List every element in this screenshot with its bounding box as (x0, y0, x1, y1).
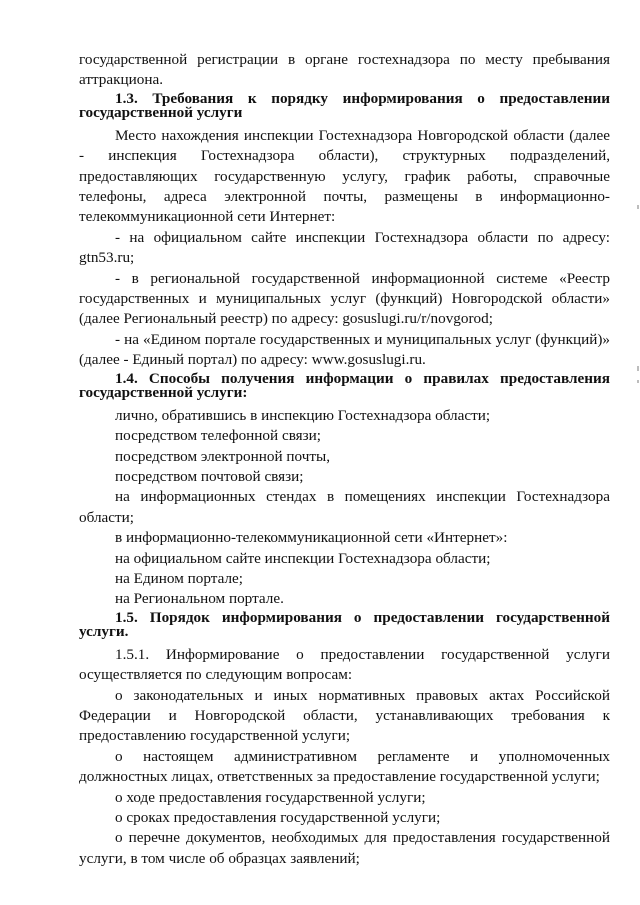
paragraph-location: Место нахождения инспекции Гостехнадзора Новгородской области (далее - инспекция Гостехнадзора области), структурных подразделений, предоставляющих государственную услугу, график работы, справочные телефоны, адреса электронной почты, размещены в информационно-телекоммуникационной сети Интернет: (79, 126, 610, 226)
heading-1-5: 1.5. Порядок информирования о предоставлении государственной услуги. (79, 608, 610, 640)
list-item-regional-portal: на Региональном портале. (115, 590, 284, 608)
list-item-internet: в информационно-телекоммуникационной сети «Интернет»: (115, 529, 508, 547)
paragraph-legislation: о законодательных и иных нормативных правовых актах Российской Федерации и Новгородской области, устанавливающих требования к предоставлению государственной услуги; (79, 686, 610, 745)
list-item-post: посредством почтовой связи; (115, 467, 304, 485)
heading-1-4: 1.4. Способы получения информации о правилах предоставления государственной услуги: (79, 369, 610, 401)
list-item-email: посредством электронной почты, (115, 447, 330, 465)
paragraph-official-site: - на официальном сайте инспекции Гостехнадзора области по адресу: gtn53.ru; (79, 228, 610, 267)
paragraph-unified-portal: - на «Едином портале государственных и муниципальных услуг (функций)» (далее - Единый портал) по адресу: www.gosuslugi.ru. (79, 330, 610, 369)
list-item-official-site: на официальном сайте инспекции Гостехнадзора области; (115, 549, 491, 567)
scan-edge-mark (637, 366, 639, 371)
list-item-phone: посредством телефонной связи; (115, 427, 321, 445)
list-item-unified-portal: на Едином портале; (115, 569, 243, 587)
document-page (79, 50, 610, 869)
paragraph-registration-end: государственной регистрации в органе гостехнадзора по месту пребывания аттракциона. (79, 51, 610, 89)
scan-edge-mark (637, 380, 639, 383)
paragraph-progress: о ходе предоставления государственной услуги; (115, 788, 426, 806)
paragraph-documents: о перечне документов, необходимых для предоставления государственной услуги, в том числе об образцах заявлений; (79, 829, 610, 867)
paragraph-regulation: о настоящем административном регламенте и уполномоченных должностных лицах, ответственных за предоставление государственной услуги; (79, 747, 610, 786)
paragraph-terms: о сроках предоставления государственной услуги; (115, 809, 441, 826)
heading-1-3: 1.3. Требования к порядку информирования о предоставлении государственной услуги (79, 89, 610, 121)
list-item-stands: на информационных стендах в помещениях инспекции Гостехнадзора области; (79, 488, 610, 526)
list-item-in-person: лично, обратившись в инспекцию Гостехнадзора области; (115, 406, 491, 424)
scan-edge-mark (637, 205, 639, 209)
paragraph-1-5-1: 1.5.1. Информирование о предоставлении государственной услуги осуществляется по следующим вопросам: (79, 645, 610, 684)
paragraph-regional-registry: - в региональной государственной информационной системе «Реестр государственных и муниципальных услуг (функций) Новгородской области» (далее Региональный реестр) по адресу: gosuslugi.ru/r/novgorod; (79, 269, 610, 328)
